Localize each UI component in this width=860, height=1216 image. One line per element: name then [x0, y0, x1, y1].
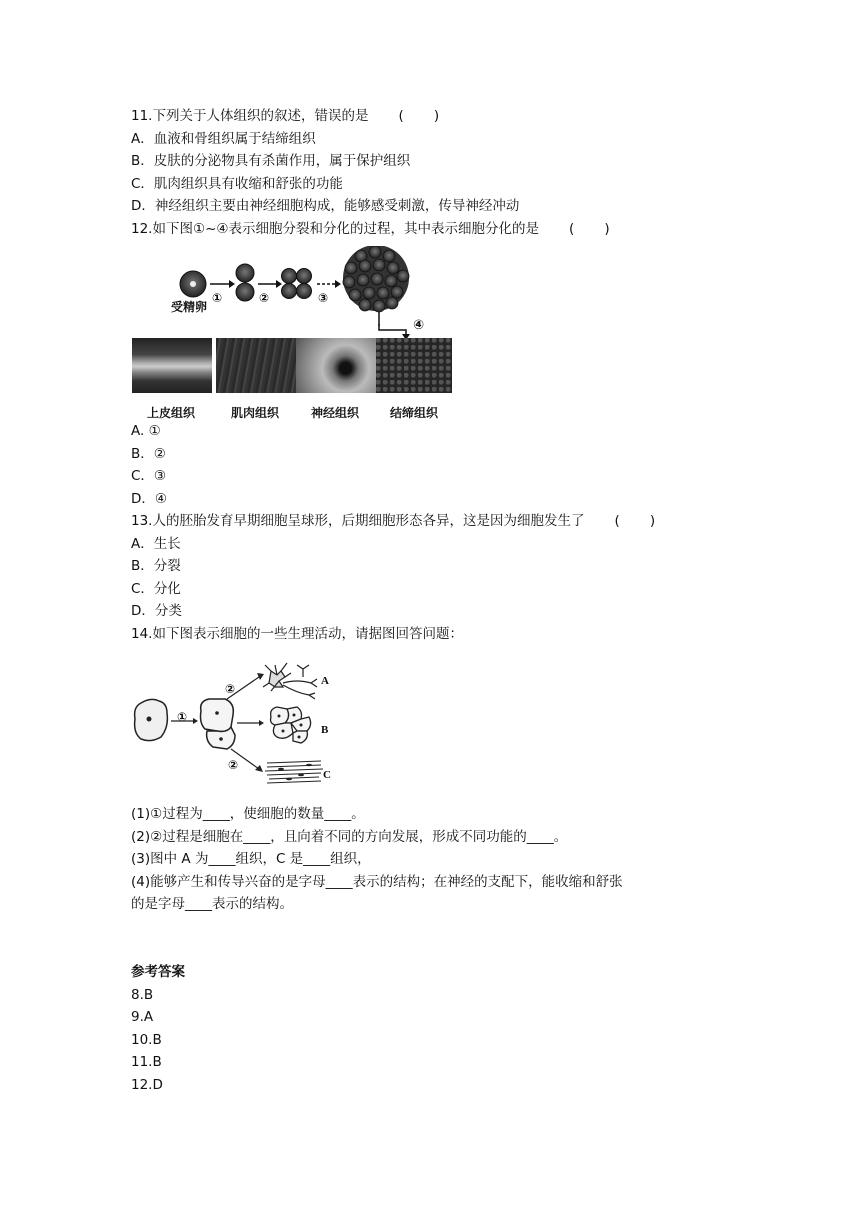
q12-option-a: A. ①	[131, 423, 161, 439]
q13-stem: 13.人的胚胎发育早期细胞呈球形，后期细胞形态各异，这是因为细胞发生了 ( )	[131, 513, 656, 529]
divided-cells	[201, 699, 236, 749]
q12-figure	[131, 246, 453, 421]
two-cell-bottom	[236, 283, 254, 301]
tissue-cluster	[271, 707, 311, 743]
q11-option-c: C．肌肉组织具有收缩和舒张的功能	[131, 176, 343, 192]
q11-option-a: A．血液和骨组织属于结缔组织	[131, 131, 316, 147]
q14-step-1-label: ①	[177, 710, 188, 724]
q12-stem: 12.如下图①~④表示细胞分裂和分化的过程，其中表示细胞分化的是 ( )	[131, 221, 610, 237]
muscle-tissue-image	[216, 338, 296, 393]
q11-option-b: B．皮肤的分泌物具有杀菌作用，属于保护组织	[131, 153, 411, 169]
step-3-label: ③	[318, 291, 329, 305]
tissue-label-connective: 结缔组织	[389, 406, 438, 420]
q12-option-b: B．②	[131, 446, 166, 462]
tissue-label-epithelial: 上皮组织	[146, 406, 195, 420]
answer-11: 11.B	[131, 1054, 162, 1070]
q12-option-d: D．④	[131, 491, 167, 507]
q14-figure	[131, 657, 341, 792]
q11-option-d: D．神经组织主要由神经细胞构成，能够感受刺激，传导神经冲动	[131, 198, 520, 214]
q14-step-2a-label: ②	[225, 682, 236, 696]
q14-item-4: (4)能够产生和传导兴奋的是字母____表示的结构；在神经的支配下，能收缩和舒张	[131, 874, 623, 890]
tissue-label-nerve: 神经组织	[310, 406, 359, 420]
label-a: A	[321, 675, 329, 687]
answer-8: 8.B	[131, 987, 154, 1003]
two-cell-top	[236, 264, 254, 282]
connective-tissue-image	[376, 338, 452, 393]
cell-cluster	[343, 246, 409, 312]
fertilized-egg-label: 受精卵	[171, 300, 208, 314]
step-4-label: ④	[413, 318, 425, 333]
step-2-label: ②	[259, 291, 270, 305]
label-c: C	[323, 769, 331, 781]
step-1-label: ①	[212, 291, 223, 305]
label-b: B	[321, 724, 329, 736]
q13-option-b: B．分裂	[131, 558, 181, 574]
q11-stem: 11.下列关于人体组织的叙述，错误的是 ( )	[131, 108, 440, 124]
egg-nucleus	[190, 281, 196, 287]
answer-10: 10.B	[131, 1032, 162, 1048]
answers-title: 参考答案	[131, 964, 185, 980]
muscle-fibers	[265, 761, 323, 783]
q13-option-a: A．生长	[131, 536, 181, 552]
q14-item-3: (3)图中 A 为____组织，C 是____组织，	[131, 851, 371, 867]
answer-9: 9.A	[131, 1009, 154, 1025]
epithelial-tissue-image	[132, 338, 212, 393]
q13-option-c: C．分化	[131, 581, 181, 597]
q12-option-c: C．③	[131, 468, 167, 484]
q14-step-2b-label: ②	[228, 758, 239, 772]
q14-stem: 14.如下图表示细胞的一些生理活动，请据图回答问题：	[131, 626, 463, 642]
q14-item-1: (1)①过程为____，使细胞的数量____。	[131, 806, 365, 822]
tissue-label-muscle: 肌肉组织	[230, 406, 279, 420]
neuron-structure	[263, 663, 317, 699]
nerve-tissue-image	[296, 338, 376, 393]
q14-item-4-cont: 的是字母____表示的结构。	[131, 896, 293, 912]
answer-12: 12.D	[131, 1077, 163, 1093]
q13-option-d: D．分类	[131, 603, 182, 619]
q14-item-2: (2)②过程是细胞在____，且向着不同的方向发展，形成不同功能的____。	[131, 829, 568, 845]
